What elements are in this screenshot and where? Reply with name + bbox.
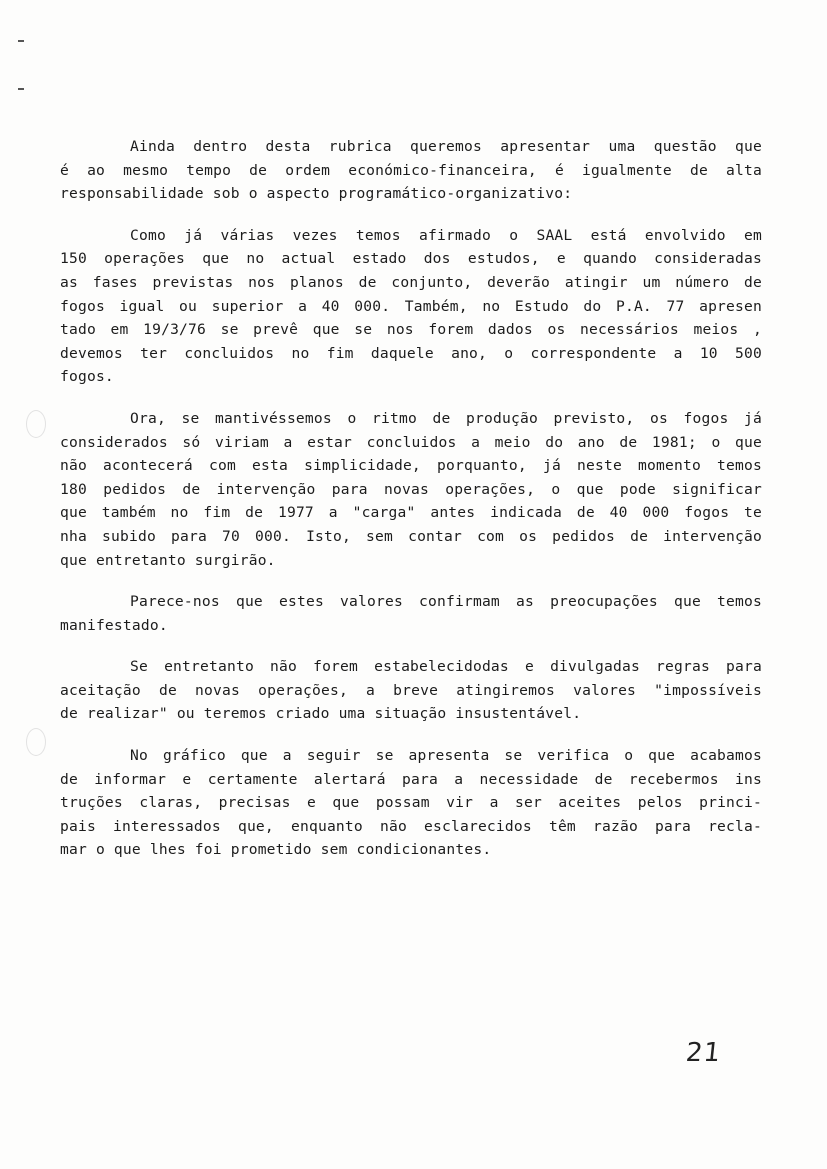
text-line: é ao mesmo tempo de ordem económico-financeira, é igualmente de alta <box>60 161 762 179</box>
scan-mark-1 <box>18 40 24 42</box>
text-line: aceitação de novas operações, a breve atingiremos valores "impossíveis <box>60 681 762 699</box>
page-number: 21 <box>684 1038 723 1068</box>
text-line: 150 operações que no actual estado dos estudos, e quando consideradas <box>60 250 762 268</box>
paragraph-3 <box>60 407 762 572</box>
paragraph-2 <box>60 224 762 389</box>
text-line: Ora, se mantivéssemos o ritmo de produção previsto, os fogos já <box>130 409 762 427</box>
text-line: fogos igual ou superior a 40 000. Também, no Estudo do P.A. 77 apresen <box>60 297 762 315</box>
text-line: No gráfico que a seguir se apresenta se verifica o que acabamos <box>130 747 762 765</box>
text-line: não acontecerá com esta simplicidade, porquanto, já neste momento temos <box>60 457 762 475</box>
punch-hole-bottom <box>26 728 46 756</box>
text-line: devemos ter concluidos no fim daquele ano, o correspondente a 10 500 <box>60 344 762 362</box>
text-line: Parece-nos que estes valores confirmam as preocupações que temos <box>130 593 762 611</box>
text-line: 180 pedidos de intervenção para novas operações, o que pode significar <box>60 480 762 498</box>
text-line: Se entretanto não forem estabelecidodas e divulgadas regras para <box>130 658 762 676</box>
text-line: as fases previstas nos planos de conjunto, deverão atingir um número de <box>60 273 762 291</box>
text-line: de informar e certamente alertará para a necessidade de recebermos ins <box>60 770 762 788</box>
text-line: nha subido para 70 000. Isto, sem contar com os pedidos de intervenção <box>60 527 762 545</box>
text-line: Ainda dentro desta rubrica queremos apresentar uma questão que <box>130 138 762 155</box>
text-line: considerados só viriam a estar concluidos a meio do ano de 1981; o que <box>60 433 762 451</box>
text-line: pais interessados que, enquanto não esclarecidos têm razão para recla- <box>60 817 762 835</box>
text-line: responsabilidade sob o aspecto programático-organizativo: <box>60 185 573 203</box>
paragraph-4 <box>60 590 762 637</box>
text-line: fogos. <box>60 368 114 386</box>
text-line: tado em 19/3/76 se prevê que se nos forem dados os necessários meios , <box>60 321 762 339</box>
text-line: mar o que lhes foi prometido sem condicionantes. <box>60 841 492 859</box>
body-text <box>60 135 762 880</box>
text-line: Como já várias vezes temos afirmado o SAAL está envolvido em <box>130 226 762 244</box>
text-line: truções claras, precisas e que possam vir a ser aceites pelos princi- <box>60 794 762 812</box>
text-line: manifestado. <box>60 616 168 634</box>
text-line: que entretanto surgirão. <box>60 551 276 569</box>
punch-hole-top <box>26 410 46 438</box>
paragraph-1 <box>60 135 762 206</box>
text-line: de realizar" ou teremos criado uma situação insustentável. <box>60 705 582 723</box>
paragraph-5 <box>60 655 762 726</box>
paragraph-6 <box>60 744 762 862</box>
scan-mark-2 <box>18 88 24 90</box>
text-line: que também no fim de 1977 a "carga" antes indicada de 40 000 fogos te <box>60 504 762 522</box>
